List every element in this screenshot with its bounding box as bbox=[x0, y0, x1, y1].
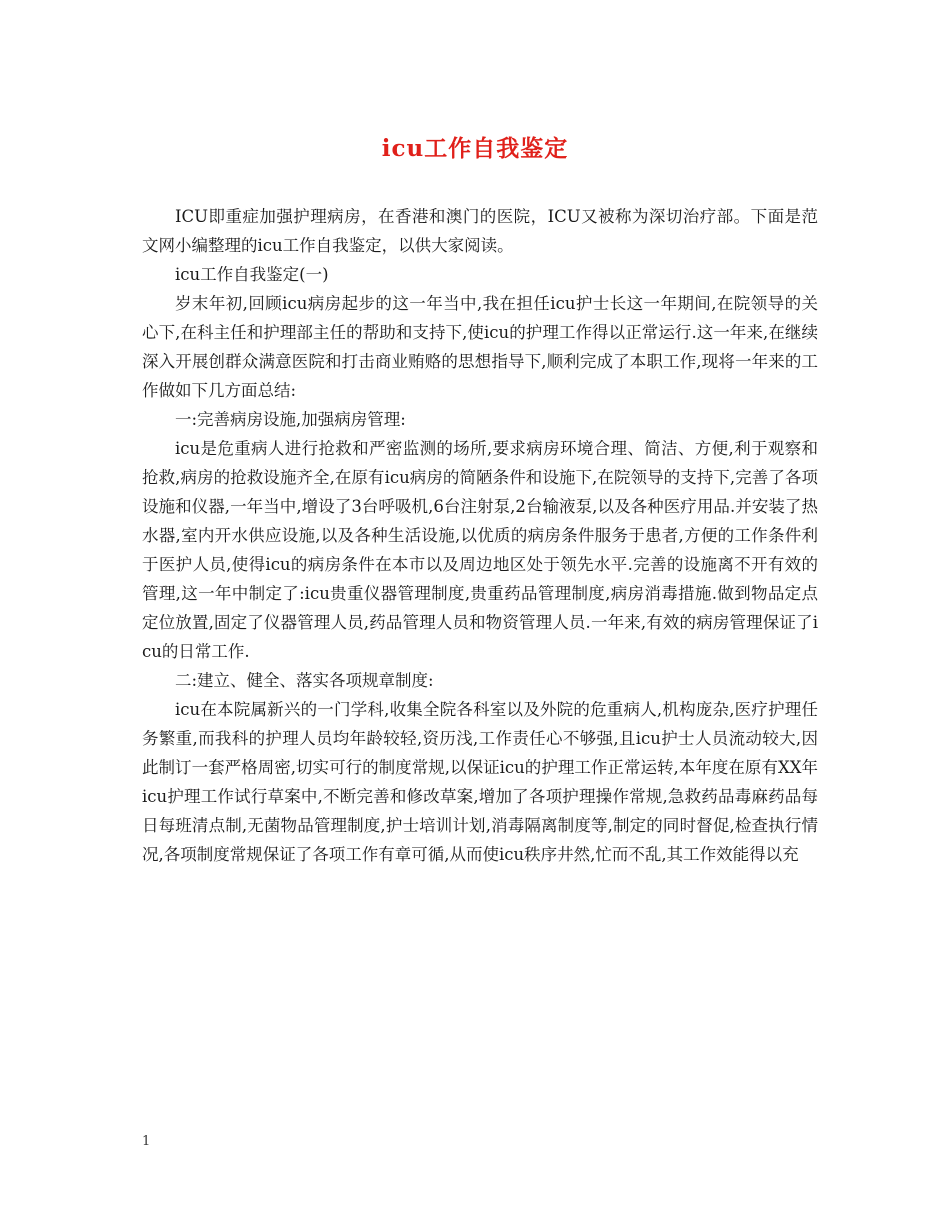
document-title: icu工作自我鉴定 bbox=[381, 135, 569, 162]
page-number: 1 bbox=[142, 1134, 151, 1149]
subsection-heading: 一:完善病房设施,加强病房管理: bbox=[175, 410, 406, 429]
document-body bbox=[142, 202, 818, 869]
body-paragraph: icu是危重病人进行抢救和严密监测的场所,要求病房环境合理、简洁、方便,利于观察和抢救,病房的抢救设施齐全,在原有icu病房的简陋条件和设施下,在院领导的支持下,完善了各项设施和仪器,一年当中,增设了3台呼吸机,6台注射泵,2台输液泵,以及各种医疗用品.并安装了热水器,室内开水供应设施,以及各种生活设施,以优质的病房条件服务于患者,方便的工作条件利于医护人员,使得icu的病房条件在本市以及周边地区处于领先水平.完善的设施离不开有效的管理,这一年中制定了:icu贵重仪器管理制度,贵重药品管理制度,病房消毒措施.做到物品定点定位放置,固定了仪器管理人员,药品管理人员和物资管理人员.一年来,有效的病房管理保证了icu的日常工作. bbox=[142, 439, 818, 661]
intro-paragraph: ICU即重症加强护理病房，在香港和澳门的医院，ICU又被称为深切治疗部。下面是范文网小编整理的icu工作自我鉴定，以供大家阅读。 bbox=[142, 207, 818, 255]
subsection-heading: 二:建立、健全、落实各项规章制度: bbox=[175, 671, 434, 690]
body-paragraph: icu在本院属新兴的一门学科,收集全院各科室以及外院的危重病人,机构庞杂,医疗护理任务繁重,而我科的护理人员均年龄较轻,资历浅,工作责任心不够强,且icu护士人员流动较大,因此制订一套严格周密,切实可行的制度常规,以保证icu的护理工作正常运转,本年度在原有XX年icu护理工作试行草案中,不断完善和修改草案,增加了各项护理操作常规,急救药品毒麻药品每日每班清点制,无菌物品管理制度,护士培训计划,消毒隔离制度等,制定的同时督促,检查执行情况,各项制度常规保证了各项工作有章可循,从而使icu秩序井然,忙而不乱,其工作效能得以充 bbox=[142, 700, 818, 864]
section-heading: icu工作自我鉴定(一) bbox=[175, 265, 329, 284]
body-paragraph: 岁末年初,回顾icu病房起步的这一年当中,我在担任icu护士长这一年期间,在院领导的关心下,在科主任和护理部主任的帮助和支持下,使icu的护理工作得以正常运行.这一年来,在继续深入开展创群众满意医院和打击商业贿赂的思想指导下,顺利完成了本职工作,现将一年来的工作做如下几方面总结: bbox=[142, 294, 818, 400]
